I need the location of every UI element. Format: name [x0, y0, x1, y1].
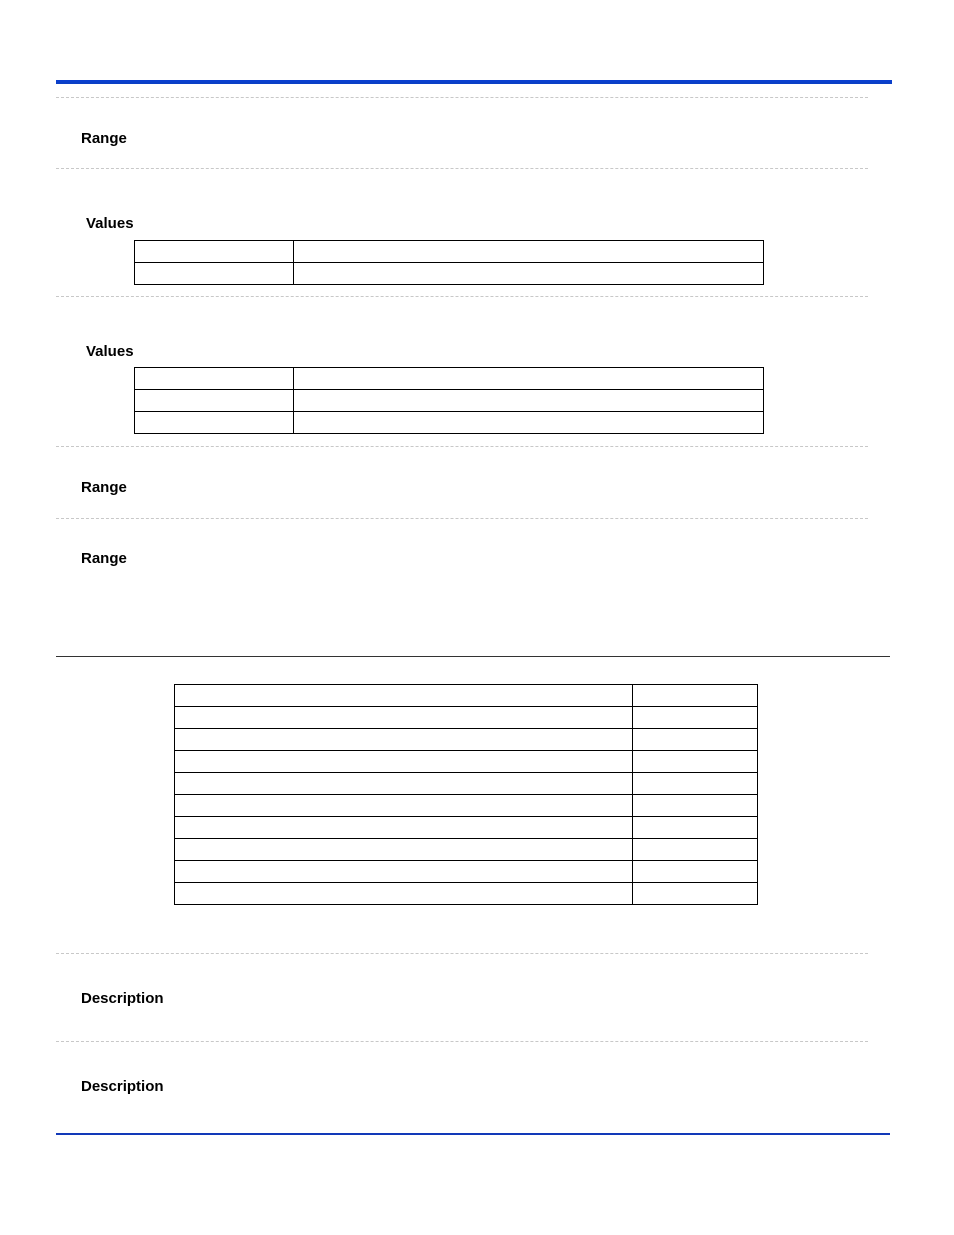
- table-cell: [294, 412, 764, 434]
- table-cell: [135, 368, 294, 390]
- table-cell: [175, 839, 633, 861]
- table-cell: [135, 241, 294, 263]
- table-cell: [175, 773, 633, 795]
- table-cell: [633, 817, 758, 839]
- table-row: [175, 817, 758, 839]
- table-row: [175, 685, 758, 707]
- values-heading: Values: [86, 343, 134, 360]
- table-cell: [175, 861, 633, 883]
- table-cell: [175, 729, 633, 751]
- description-heading: Description: [81, 1078, 164, 1095]
- description-heading: Description: [81, 990, 164, 1007]
- table-row: [135, 241, 764, 263]
- table-row: [175, 883, 758, 905]
- section-divider: [56, 518, 868, 519]
- table-row: [175, 751, 758, 773]
- section-divider: [56, 953, 868, 954]
- table-row: [175, 795, 758, 817]
- range-heading: Range: [81, 550, 127, 567]
- table-cell: [135, 412, 294, 434]
- table-cell: [633, 707, 758, 729]
- table-cell: [294, 263, 764, 285]
- table-cell: [175, 685, 633, 707]
- table-cell: [294, 368, 764, 390]
- table-cell: [633, 839, 758, 861]
- table-cell: [633, 685, 758, 707]
- table-cell: [175, 883, 633, 905]
- table-cell: [135, 390, 294, 412]
- table-cell: [175, 751, 633, 773]
- table-cell: [633, 795, 758, 817]
- range-heading: Range: [81, 130, 127, 147]
- section-divider: [56, 296, 868, 297]
- table-row: [175, 707, 758, 729]
- table-cell: [633, 729, 758, 751]
- table-cell: [135, 263, 294, 285]
- values-table-2: [134, 367, 764, 434]
- table-row: [135, 368, 764, 390]
- table-cell: [633, 751, 758, 773]
- section-divider: [56, 446, 868, 447]
- table-cell: [633, 773, 758, 795]
- section-divider: [56, 168, 868, 169]
- section-rule: [56, 656, 890, 657]
- table-cell: [175, 795, 633, 817]
- range-heading: Range: [81, 479, 127, 496]
- footer-rule: [56, 1133, 890, 1135]
- table-row: [135, 263, 764, 285]
- values-table-1: [134, 240, 764, 285]
- table-cell: [633, 883, 758, 905]
- header-rule: [56, 80, 892, 84]
- table-cell: [633, 861, 758, 883]
- table-cell: [175, 817, 633, 839]
- table-row: [135, 412, 764, 434]
- table-row: [135, 390, 764, 412]
- values-heading: Values: [86, 215, 134, 232]
- table-row: [175, 839, 758, 861]
- table-cell: [294, 241, 764, 263]
- section-divider: [56, 97, 868, 98]
- main-table: [174, 684, 758, 905]
- section-divider: [56, 1041, 868, 1042]
- table-cell: [175, 707, 633, 729]
- table-cell: [294, 390, 764, 412]
- table-row: [175, 861, 758, 883]
- table-row: [175, 773, 758, 795]
- table-row: [175, 729, 758, 751]
